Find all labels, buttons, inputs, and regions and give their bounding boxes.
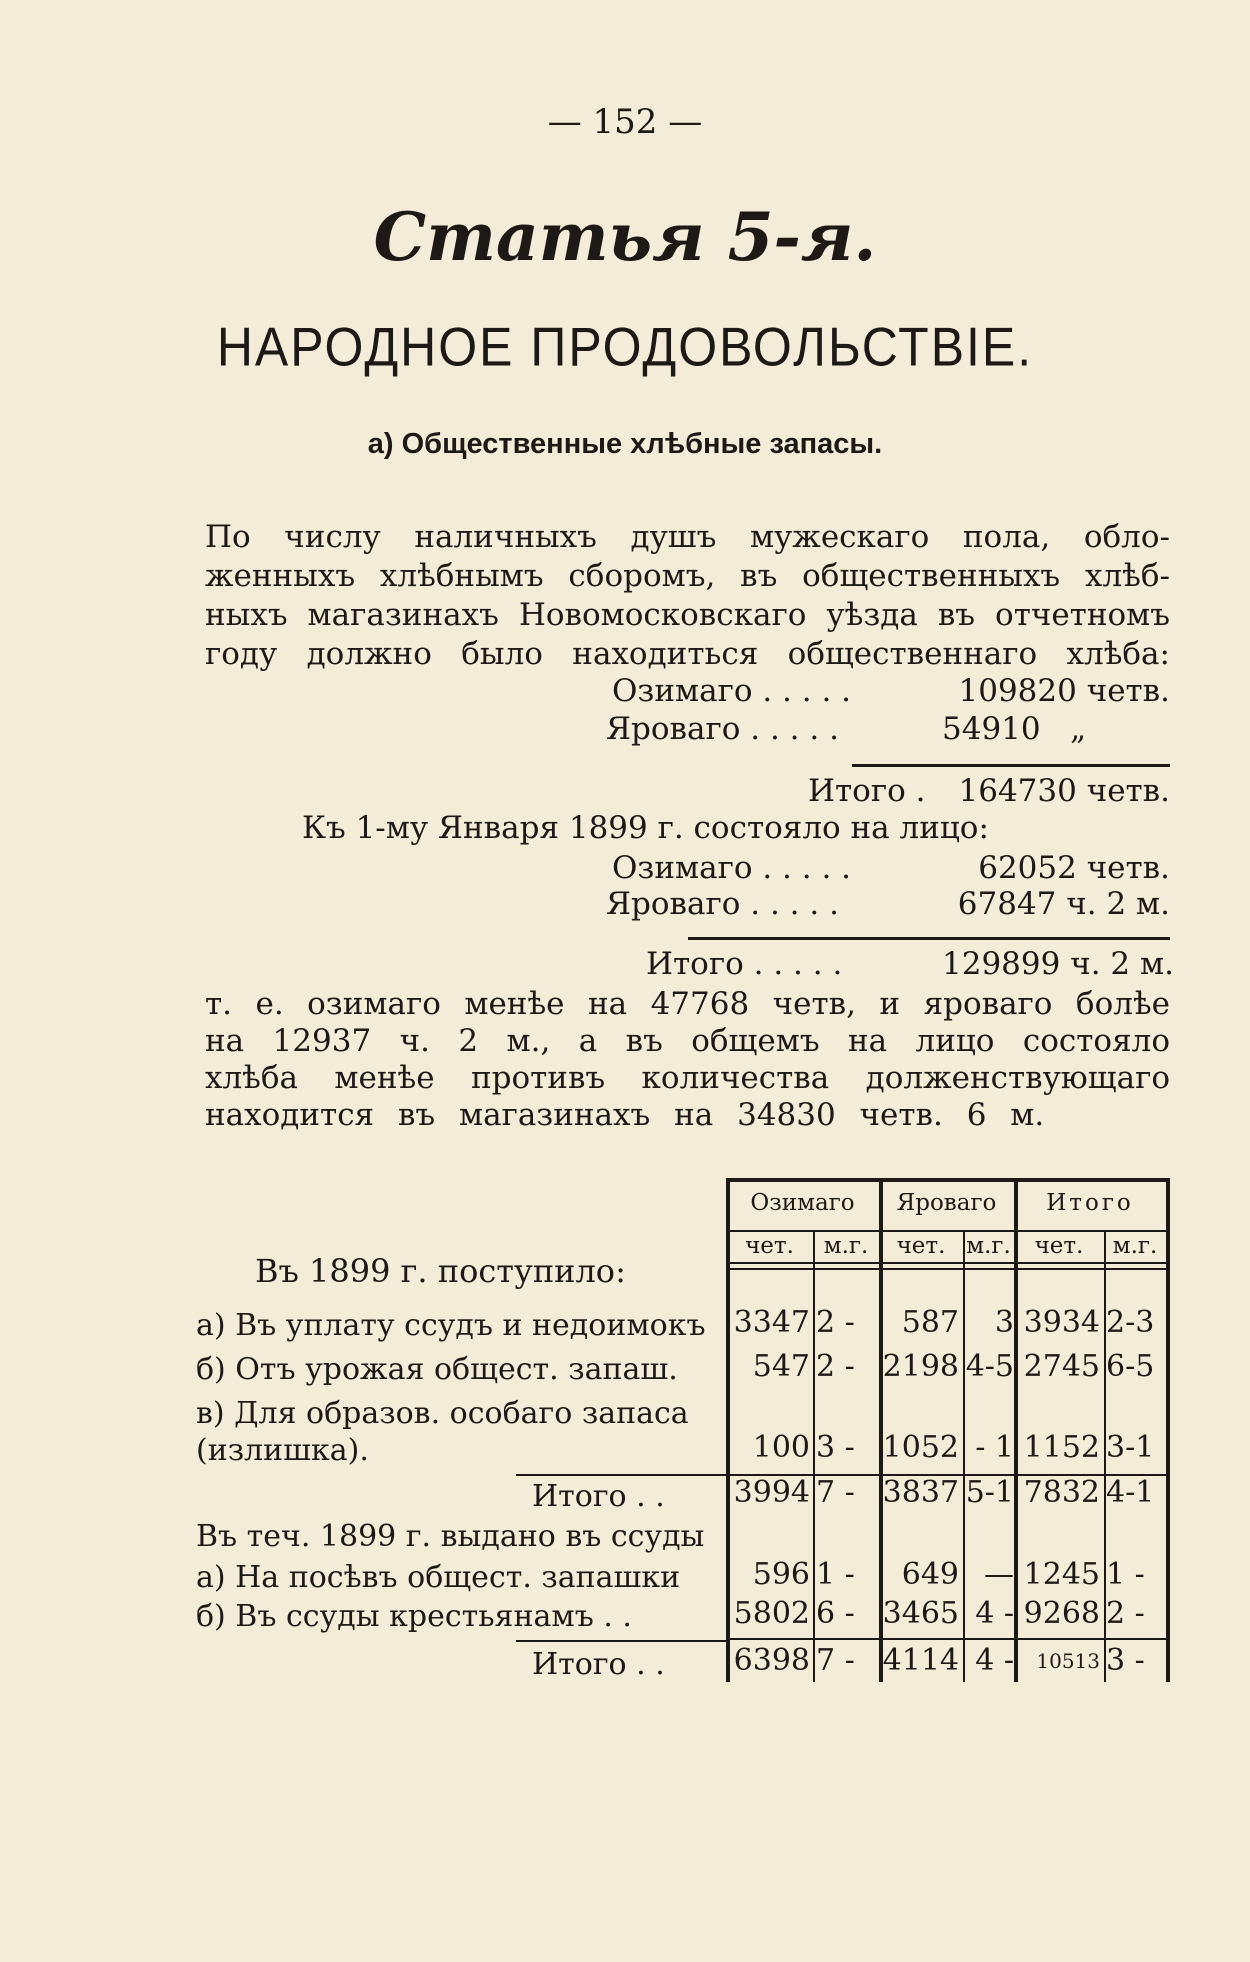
table-cell: 9268 (1023, 1596, 1100, 1631)
col-group-total: Итого (1046, 1190, 1134, 1216)
table-cell: 1245 (1023, 1557, 1100, 1592)
table-cell: 3934 (1023, 1305, 1100, 1340)
rule (516, 1474, 728, 1476)
on-hand-yarovago-value: 67847 ч. 2 м. (957, 886, 1170, 922)
subsection-title: а) Общественные хлѣбные запасы. (367, 428, 883, 460)
required-total-value: 164730 четв. (958, 773, 1170, 809)
issued-heading: Въ теч. 1899 г. выдано въ ссуды (196, 1519, 705, 1554)
table-cell: 2 - (1106, 1596, 1145, 1631)
table-cell: 4 - (975, 1643, 1014, 1678)
table-cell: 7 - (816, 1643, 855, 1678)
intro-line: году должно было находиться общественнаго хлѣба: (205, 636, 1170, 672)
table-cell: 2745 (1023, 1349, 1100, 1384)
col-unit: м.г. (1112, 1233, 1158, 1259)
page-number: — 152 — (547, 102, 703, 142)
col-unit: м.г. (966, 1233, 1011, 1259)
table-cell: 4-1 (1106, 1475, 1155, 1510)
table-cell: 2 - (816, 1305, 855, 1340)
table-cell: 5802 (733, 1596, 810, 1631)
summary-line: хлѣба менѣе противъ количества долженствующаго (205, 1060, 1170, 1096)
col-unit: чет. (896, 1233, 946, 1259)
row-label: б) Отъ урожая общест. запаш. (196, 1352, 678, 1387)
table-rule (726, 1178, 1170, 1182)
table-cell: 10513 (1036, 1649, 1100, 1673)
table-cell: 4 - (975, 1596, 1014, 1631)
col-group-ozimago: Озимаго (750, 1190, 855, 1216)
required-total-label: Итого . (808, 773, 926, 809)
summary-line: находится въ магазинахъ на 34830 четв. 6 м. (205, 1097, 1045, 1133)
on-hand-ozimago-value: 62052 четв. (978, 850, 1170, 886)
table-cell: 6398 (733, 1643, 810, 1678)
required-yarovago-label: Яроваго . . . . . (606, 711, 839, 747)
table-cell: 3465 (882, 1596, 959, 1631)
table-cell: 2198 (882, 1349, 959, 1384)
table-cell: 3 - (1106, 1643, 1145, 1678)
col-unit: чет. (745, 1233, 794, 1259)
on-hand-total-label: Итого . . . . . (646, 946, 843, 982)
summary-line: т. е. озимаго менѣе на 47768 четв, и яроваго болѣе (205, 986, 1170, 1022)
row-label: б) Въ ссуды крестьянамъ . . (196, 1599, 632, 1634)
intro-line: По числу наличныхъ душъ мужескаго пола, обло- (205, 519, 1170, 555)
table-cell: 1152 (1023, 1430, 1100, 1465)
table-cell: 1052 (882, 1430, 959, 1465)
required-ozimago (612, 673, 1170, 709)
table-cell: 6 - (816, 1596, 855, 1631)
table-cell: 2-3 (1106, 1305, 1155, 1340)
on-hand-yarovago (606, 886, 1170, 922)
table-cell: 3837 (882, 1475, 959, 1510)
table-rule (813, 1230, 815, 1682)
table-cell: 3-1 (1106, 1430, 1155, 1465)
intro-line: женныхъ хлѣбнымъ сборомъ, въ общественныхъ хлѣб- (205, 558, 1170, 594)
table-cell: 3 - (816, 1430, 855, 1465)
row-label: Итого . . (532, 1647, 665, 1682)
on-hand-ozimago-label: Озимаго . . . . . (612, 850, 852, 886)
table-cell: - 1 (975, 1430, 1014, 1465)
article-title: Статья 5-я. (373, 198, 877, 276)
rule (516, 1640, 728, 1642)
table-cell: 596 (752, 1557, 810, 1592)
table-cell: 587 (901, 1305, 959, 1340)
rule (852, 764, 1170, 767)
row-label: а) На посѣвъ общест. запашки (196, 1560, 681, 1595)
table-cell: 4-5 (965, 1349, 1014, 1384)
row-label: в) Для образов. особаго запаса (196, 1396, 689, 1431)
required-ozimago-label: Озимаго . . . . . (612, 673, 852, 709)
table-cell: 3994 (733, 1475, 810, 1510)
received-heading: Въ 1899 г. поступило: (255, 1252, 626, 1290)
on-hand-yarovago-label: Яроваго . . . . . (606, 886, 839, 922)
table-cell: 1 - (816, 1557, 855, 1592)
table-cell: 2 - (816, 1349, 855, 1384)
on-hand-total-value: 129899 ч. 2 м. (942, 946, 1174, 982)
intro-line: ныхъ магазинахъ Новомосковскаго уѣзда въ отчетномъ (205, 597, 1170, 633)
table-cell: 4114 (882, 1643, 959, 1678)
table-cell: 3347 (733, 1305, 810, 1340)
table-cell: 7832 (1023, 1475, 1100, 1510)
rule (688, 937, 1170, 940)
table-cell: 1 - (1106, 1557, 1145, 1592)
required-ozimago-value: 109820 четв. (958, 673, 1170, 709)
table-cell: 547 (752, 1349, 810, 1384)
required-yarovago (606, 711, 1170, 747)
on-hand-intro: Къ 1-му Января 1899 г. состояло на лицо: (302, 810, 989, 846)
section-title: НАРОДНОЕ ПРОДОВОЛЬСТВІЕ. (216, 316, 1034, 378)
required-total (808, 773, 1170, 809)
on-hand-total (646, 946, 1174, 982)
on-hand-ozimago (612, 850, 1170, 886)
summary-line: на 12937 ч. 2 м., а въ общемъ на лицо состояло (205, 1023, 1170, 1059)
data-table (726, 1178, 1170, 1682)
table-cell: 5-1 (965, 1475, 1014, 1510)
table-cell: 649 (901, 1557, 959, 1592)
table-cell: 3 (994, 1305, 1014, 1340)
table-cell: 7 - (816, 1475, 855, 1510)
row-label: Итого . . (532, 1479, 665, 1514)
row-label: а) Въ уплату ссудъ и недоимокъ (196, 1308, 706, 1343)
row-label: (излишка). (196, 1433, 369, 1468)
table-cell: 100 (752, 1430, 810, 1465)
col-group-yarovago: Яроваго (896, 1190, 997, 1216)
table-cell: 6-5 (1106, 1349, 1155, 1384)
table-rule (1166, 1178, 1170, 1682)
col-unit: м.г. (823, 1233, 869, 1259)
required-yarovago-value: 54910 „ (942, 711, 1087, 747)
col-unit: чет. (1034, 1233, 1084, 1259)
table-cell: — (984, 1557, 1014, 1592)
